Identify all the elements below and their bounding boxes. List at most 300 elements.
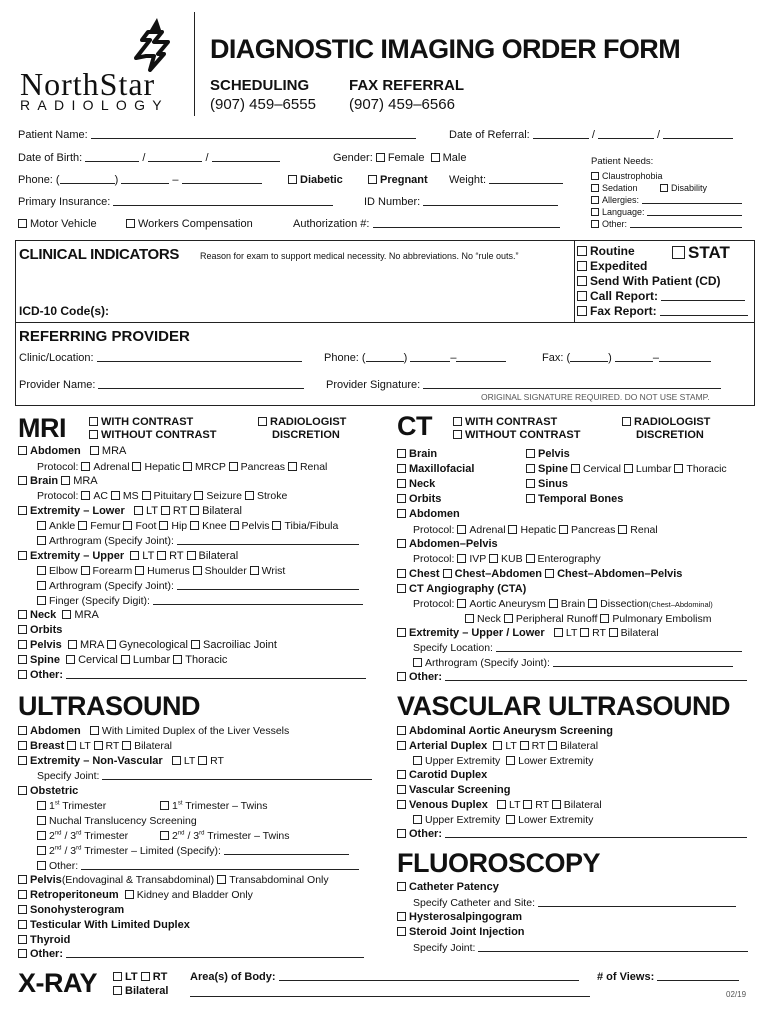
mri-discretion-label: DISCRETION xyxy=(272,429,340,441)
icd10-label[interactable]: ICD-10 Code(s): xyxy=(19,304,110,318)
us-nuchal[interactable] xyxy=(37,815,197,827)
mri-shoulder-label: Shoulder xyxy=(204,565,247,577)
vasc-other-label: Other: xyxy=(409,828,442,840)
mri-femur-label: Femur xyxy=(90,520,121,532)
vasc-venous[interactable] xyxy=(397,799,602,812)
mri-knee-label: Knee xyxy=(202,520,227,532)
expedited-option[interactable] xyxy=(577,260,647,274)
ct-chest-abd-checkbox[interactable] xyxy=(443,569,452,578)
mri-knee-checkbox[interactable] xyxy=(190,521,199,530)
us-limited[interactable]: 2nd / 3rd Trimester – Limited (Specify): xyxy=(37,845,349,857)
provider-signature-field[interactable] xyxy=(326,379,721,392)
us-sonohysterogram[interactable] xyxy=(18,904,124,917)
mri-upper-rt-label: RT xyxy=(169,550,184,562)
stat-label: STAT xyxy=(688,243,730,262)
ct-renal-checkbox[interactable] xyxy=(618,525,627,534)
female-label: Female xyxy=(387,152,425,164)
northstar-star-logo-icon xyxy=(128,18,184,72)
fax-report-option[interactable] xyxy=(577,305,748,319)
us-breast[interactable] xyxy=(18,740,172,753)
mri-mrcp-checkbox[interactable] xyxy=(183,462,192,471)
needs-disability[interactable] xyxy=(660,183,707,193)
mri-lower-arthrogram[interactable] xyxy=(37,535,359,547)
vasc-art-bilateral-checkbox[interactable] xyxy=(548,741,557,750)
us-limited-t2-num: 2 xyxy=(49,845,55,857)
weight-field[interactable] xyxy=(449,174,563,187)
us-pelvis-label: Pelvis xyxy=(30,874,62,886)
mri-upper-rt-checkbox[interactable] xyxy=(157,551,166,560)
mri-pelvis-mra-checkbox[interactable] xyxy=(68,640,77,649)
fax-referral-label: FAX REFERRAL xyxy=(349,77,465,94)
ct-location-label: Specify Location: xyxy=(413,642,493,654)
needs-language[interactable] xyxy=(591,207,742,217)
needs-claustrophobia-label: Claustrophobia xyxy=(602,171,663,181)
scheduling-label: SCHEDULING xyxy=(210,77,310,94)
xray-rt-checkbox[interactable] xyxy=(141,972,150,981)
mri-pelvis-lower-checkbox[interactable] xyxy=(230,521,239,530)
vasc-art-bilateral-label: Bilateral xyxy=(560,740,599,752)
us-second-third-twins[interactable]: 2nd / 3rd Trimester – Twins xyxy=(160,830,290,842)
mri-radiologist-discretion[interactable] xyxy=(258,416,346,429)
mri-with-contrast-label: WITH CONTRAST xyxy=(101,416,194,428)
diabetic-label: Diabetic xyxy=(300,174,343,186)
mri-without-contrast[interactable] xyxy=(89,429,216,442)
fluoro-catheter[interactable] xyxy=(397,881,499,894)
ct-chest-checkbox[interactable] xyxy=(397,569,406,578)
vasc-art-rt-checkbox[interactable] xyxy=(520,741,529,750)
us-breast-label: Breast xyxy=(30,740,65,752)
us-thyroid[interactable] xyxy=(18,934,70,947)
insurance-field[interactable] xyxy=(18,196,333,209)
workers-comp-label: Workers Compensation xyxy=(138,218,253,230)
mri-brain[interactable] xyxy=(18,475,98,488)
patient-name-field[interactable] xyxy=(18,129,416,142)
fluoro-joint-field[interactable] xyxy=(413,942,748,954)
mri-shoulder-checkbox[interactable] xyxy=(193,566,202,575)
mri-adrenal-label: Adrenal xyxy=(93,461,130,473)
needs-other[interactable] xyxy=(591,219,742,229)
ct-neck[interactable] xyxy=(397,478,435,491)
fax-referral-phone: (907) 459–6566 xyxy=(349,96,455,113)
ct-radiologist-discretion[interactable] xyxy=(622,416,710,429)
diabetic-option[interactable] xyxy=(288,174,343,187)
mri-with-contrast[interactable] xyxy=(89,416,193,429)
ct-other-label: Other: xyxy=(409,671,442,683)
mri-femur-checkbox[interactable] xyxy=(78,521,87,530)
mri-ac-checkbox[interactable] xyxy=(81,491,90,500)
ultrasound-title: ULTRASOUND xyxy=(18,691,200,721)
phone-field[interactable]: Phone: ( ) – xyxy=(18,174,262,187)
vasc-art-lt-checkbox[interactable] xyxy=(493,741,502,750)
ct-with-contrast[interactable] xyxy=(453,416,557,429)
us-breast-bilateral-checkbox[interactable] xyxy=(122,741,131,750)
vasc-screening[interactable] xyxy=(397,784,511,797)
pregnant-label: Pregnant xyxy=(380,174,428,186)
mri-extremity-upper-label: Extremity – Upper xyxy=(30,550,125,562)
us-extremity[interactable] xyxy=(18,755,224,768)
ct-pancreas-checkbox[interactable] xyxy=(559,525,568,534)
protocol-label: Protocol: xyxy=(413,598,455,610)
dob-field[interactable]: Date of Birth: / / xyxy=(18,152,280,165)
vasc-arterial[interactable] xyxy=(397,740,598,753)
mri-upper-lt-checkbox[interactable] xyxy=(130,551,139,560)
mri-ankle-label: Ankle xyxy=(49,520,76,532)
us-obstetric[interactable] xyxy=(18,785,78,798)
ct-cta-protocol xyxy=(413,598,713,610)
signature-note: ORIGINAL SIGNATURE REQUIRED. DO NOT USE STAMP. xyxy=(481,392,710,402)
ct-abdomen-pelvis[interactable] xyxy=(397,538,498,551)
us-other[interactable] xyxy=(18,948,364,961)
us-t2-twins-sup: nd xyxy=(177,830,185,837)
mri-brain-mra-checkbox[interactable] xyxy=(61,476,70,485)
mri-seizure-checkbox[interactable] xyxy=(194,491,203,500)
workers-comp-option[interactable] xyxy=(126,218,253,231)
ct-pe-checkbox[interactable] xyxy=(600,614,609,623)
us-kidney-checkbox[interactable] xyxy=(125,890,134,899)
ct-runoff-checkbox[interactable] xyxy=(504,614,513,623)
mri-hepatic-checkbox[interactable] xyxy=(132,462,141,471)
us-limited-t3-num: 3 xyxy=(70,845,77,857)
ct-cta-brain-checkbox[interactable] xyxy=(549,599,558,608)
ct-chest-label: Chest xyxy=(409,568,440,580)
ct-pancreas-label: Pancreas xyxy=(571,524,616,536)
fluoro-catheter-site-label: Specify Catheter and Site: xyxy=(413,897,535,909)
mri-hip-label: Hip xyxy=(171,520,188,532)
us-retro-label: Retroperitoneum xyxy=(30,889,119,901)
vasc-other[interactable] xyxy=(397,828,747,841)
us-ob-other[interactable] xyxy=(37,860,359,872)
mri-neck-label: Neck xyxy=(30,609,57,621)
mri-wrist-checkbox[interactable] xyxy=(250,566,259,575)
mri-lower-bilateral-label: Bilateral xyxy=(202,505,242,517)
ct-brain[interactable] xyxy=(397,448,437,461)
ct-arthrogram-label: Arthrogram (Specify Joint): xyxy=(425,657,550,669)
ct-ivp-checkbox[interactable] xyxy=(457,554,466,563)
mri-lower-bilateral-checkbox[interactable] xyxy=(190,506,199,515)
ct-extremity[interactable] xyxy=(397,627,659,640)
ct-lt-label: LT xyxy=(565,627,578,639)
mri-orbits[interactable] xyxy=(18,624,62,637)
ct-bilateral-checkbox[interactable] xyxy=(609,628,618,637)
vasc-ven-bilateral-checkbox[interactable] xyxy=(552,800,561,809)
diabetic-checkbox[interactable] xyxy=(288,175,297,184)
mri-forearm-checkbox[interactable] xyxy=(81,566,90,575)
ct-arthrogram[interactable] xyxy=(413,657,733,669)
logo-subtitle: RADIOLOGY xyxy=(20,97,169,113)
ct-thoracic-checkbox[interactable] xyxy=(674,464,683,473)
mri-forearm-label: Forearm xyxy=(92,565,133,577)
us-pelvis[interactable] xyxy=(18,874,329,887)
mri-renal-checkbox[interactable] xyxy=(288,462,297,471)
mri-upper-parts xyxy=(37,565,285,577)
ct-kub-checkbox[interactable] xyxy=(489,554,498,563)
fluoroscopy-title: FLUOROSCOPY xyxy=(397,848,601,878)
workers-comp-checkbox[interactable] xyxy=(126,219,135,228)
ct-other[interactable] xyxy=(397,671,747,684)
vasc-ven-lt-label: LT xyxy=(509,799,521,811)
vasc-art-upper-checkbox[interactable] xyxy=(413,756,422,765)
mri-lower-parts xyxy=(37,520,338,532)
dob-label: Date of Birth: xyxy=(18,152,83,164)
us-second-third-trimester[interactable]: 2nd / 3rd Trimester xyxy=(37,830,128,842)
mri-brain-label: Brain xyxy=(30,475,59,487)
vasc-carotid[interactable] xyxy=(397,769,487,782)
mri-adrenal-checkbox[interactable] xyxy=(81,462,90,471)
ct-adrenal-checkbox[interactable] xyxy=(457,525,466,534)
mri-seizure-label: Seizure xyxy=(206,490,243,502)
us-ext-lt-checkbox[interactable] xyxy=(172,756,181,765)
send-with-patient-option[interactable] xyxy=(577,275,721,289)
ct-brain-label: Brain xyxy=(409,448,438,460)
stat-option[interactable] xyxy=(672,243,730,263)
mri-spine[interactable] xyxy=(18,654,227,667)
ct-abd-pelvis-protocol xyxy=(413,553,601,565)
ct-chest-abd-pelvis-label: Chest–Abdomen–Pelvis xyxy=(557,568,683,580)
mri-foot-label: Foot xyxy=(135,520,157,532)
xray-lt-checkbox[interactable] xyxy=(113,972,122,981)
fax-report-label: Fax Report: xyxy=(590,304,657,318)
vasc-ven-lower-label: Lower Extremity xyxy=(518,814,594,826)
vasc-aortic-label: Abdominal Aortic Aneurysm Screening xyxy=(409,725,613,737)
gender-field xyxy=(333,152,466,165)
mri-lumbar-label: Lumbar xyxy=(132,654,171,666)
us-ext-rt-checkbox[interactable] xyxy=(198,756,207,765)
vasc-carotid-label: Carotid Duplex xyxy=(409,769,488,781)
mri-gyn-label: Gynecological xyxy=(118,639,188,651)
xray-bilateral[interactable] xyxy=(113,985,168,998)
us-abdomen[interactable] xyxy=(18,725,289,738)
fluoro-catheter-site[interactable] xyxy=(413,897,736,909)
clinical-indicators-title: CLINICAL INDICATORS xyxy=(19,246,180,263)
mri-extremity-lower[interactable] xyxy=(18,505,242,518)
clinic-location-field[interactable] xyxy=(19,352,302,365)
us-obstetric-label: Obstetric xyxy=(30,785,79,797)
mri-elbow-checkbox[interactable] xyxy=(37,566,46,575)
send-with-patient-label: Send With Patient (CD) xyxy=(590,274,721,288)
mri-upper-arthrogram[interactable] xyxy=(37,580,359,592)
mri-pelvis[interactable] xyxy=(18,639,277,652)
ct-dissection-checkbox[interactable] xyxy=(588,599,597,608)
ct-sinus[interactable] xyxy=(526,478,568,491)
ct-rt-checkbox[interactable] xyxy=(580,628,589,637)
mri-lumbar-checkbox[interactable] xyxy=(121,655,130,664)
mri-tibia-checkbox[interactable] xyxy=(272,521,281,530)
ct-location-field[interactable] xyxy=(413,642,742,654)
mri-spine-label: Spine xyxy=(30,654,60,666)
referral-date-field[interactable]: Date of Referral: / / xyxy=(449,129,733,142)
ct-chest-row xyxy=(397,568,682,581)
mri-other-label: Other: xyxy=(30,669,63,681)
ct-aortic-checkbox[interactable] xyxy=(457,599,466,608)
ct-maxillofacial[interactable] xyxy=(397,463,474,476)
us-breast-rt-checkbox[interactable] xyxy=(94,741,103,750)
ct-cervical-checkbox[interactable] xyxy=(571,464,580,473)
motor-vehicle-option[interactable] xyxy=(18,218,97,231)
vasc-art-upper-label: Upper Extremity xyxy=(425,755,501,767)
ct-abdomen-label: Abdomen xyxy=(409,508,460,520)
ct-chest-abd-pelvis-checkbox[interactable] xyxy=(545,569,554,578)
mri-lower-lt-checkbox[interactable] xyxy=(134,506,143,515)
ct-temporal-bones-label: Temporal Bones xyxy=(538,493,624,505)
header-divider xyxy=(194,12,195,116)
call-report-option[interactable] xyxy=(577,290,745,304)
provider-phone-field[interactable]: Phone: ( ) – xyxy=(324,352,506,365)
ct-pelvis[interactable] xyxy=(526,448,570,461)
us-transabd-checkbox[interactable] xyxy=(217,875,226,884)
us-joint-field[interactable] xyxy=(37,770,372,782)
ct-chest-abd-label: Chest–Abdomen xyxy=(454,568,543,580)
mri-neck-mra-checkbox[interactable] xyxy=(62,610,71,619)
mri-other[interactable] xyxy=(18,669,366,682)
vasc-art-lower-label: Lower Extremity xyxy=(518,755,594,767)
ct-dissection-note: (Chest–Abdominal) xyxy=(648,600,713,609)
xray-views-field[interactable] xyxy=(597,971,739,984)
ct-without-contrast-label: WITHOUT CONTRAST xyxy=(465,429,581,441)
routine-option[interactable] xyxy=(577,245,635,259)
us-first-trimester-twins[interactable] xyxy=(160,800,268,812)
provider-fax-field[interactable]: Fax: ( ) – xyxy=(542,352,711,365)
mri-pancreas-checkbox[interactable] xyxy=(229,462,238,471)
ct-abdomen[interactable] xyxy=(397,508,460,521)
ct-lt-checkbox[interactable] xyxy=(554,628,563,637)
logo-name: NorthStar xyxy=(20,66,156,102)
xray-areas-label: Area(s) of Body: xyxy=(190,971,276,983)
mri-ms-checkbox[interactable] xyxy=(111,491,120,500)
mri-sacro-checkbox[interactable] xyxy=(191,640,200,649)
ct-cta-neck-checkbox[interactable] xyxy=(465,614,474,623)
vasc-ven-rt-label: RT xyxy=(535,799,549,811)
vasc-ven-bilateral-label: Bilateral xyxy=(563,799,602,811)
vasc-ven-upper-checkbox[interactable] xyxy=(413,815,422,824)
ct-renal-label: Renal xyxy=(630,524,658,536)
scheduling-phone: (907) 459–6555 xyxy=(210,96,316,113)
needs-allergies[interactable] xyxy=(591,195,742,205)
us-t3-twins-num: 3 xyxy=(193,830,200,842)
protocol-label: Protocol: xyxy=(413,524,455,536)
male-checkbox[interactable] xyxy=(431,153,440,162)
ct-angiography-label: CT Angiography (CTA) xyxy=(409,583,527,595)
mri-pelvis-label: Pelvis xyxy=(30,639,62,651)
us-t23-twins-label: Trimester – Twins xyxy=(207,830,290,842)
vasc-ven-lower-checkbox[interactable] xyxy=(506,815,515,824)
vasc-ven-upper-label: Upper Extremity xyxy=(425,814,501,826)
us-t3-num: 3 xyxy=(70,830,77,842)
mri-upper-bilateral-label: Bilateral xyxy=(198,550,239,562)
us-liver-label: With Limited Duplex of the Liver Vessels xyxy=(101,725,290,737)
ct-runoff-label: Peripheral Runoff xyxy=(515,613,598,625)
ct-temporal-bones[interactable] xyxy=(526,493,623,506)
mri-finger[interactable] xyxy=(37,595,363,607)
mri-cervical-checkbox[interactable] xyxy=(66,655,75,664)
provider-name-field[interactable] xyxy=(19,379,304,392)
vasc-aortic[interactable] xyxy=(397,725,613,738)
needs-claustrophobia[interactable] xyxy=(591,171,663,181)
ct-hepatic-checkbox[interactable] xyxy=(508,525,517,534)
ct-lumbar-checkbox[interactable] xyxy=(624,464,633,473)
us-abdomen-label: Abdomen xyxy=(30,725,81,737)
mri-foot-checkbox[interactable] xyxy=(123,521,132,530)
id-number-field[interactable] xyxy=(364,196,558,209)
mri-stroke-checkbox[interactable] xyxy=(245,491,254,500)
mri-lower-arthrogram-label: Arthrogram (Specify Joint): xyxy=(49,535,174,547)
vasc-art-lower-checkbox[interactable] xyxy=(506,756,515,765)
mri-extremity-upper[interactable] xyxy=(18,550,238,563)
mri-humerus-checkbox[interactable] xyxy=(135,566,144,575)
ct-entero-checkbox[interactable] xyxy=(526,554,535,563)
pregnant-option[interactable] xyxy=(368,174,428,187)
us-t2-sup: nd xyxy=(54,830,62,837)
ct-discretion-label: DISCRETION xyxy=(636,429,704,441)
weight-label: Weight: xyxy=(449,174,487,186)
us-liver-checkbox[interactable] xyxy=(90,726,99,735)
mri-upper-bilateral-checkbox[interactable] xyxy=(187,551,196,560)
mri-pituitary-checkbox[interactable] xyxy=(142,491,151,500)
mri-lower-rt-checkbox[interactable] xyxy=(161,506,170,515)
motor-vehicle-checkbox[interactable] xyxy=(18,219,27,228)
ct-cervical-label: Cervical xyxy=(583,463,621,475)
us-breast-bilateral-label: Bilateral xyxy=(134,740,173,752)
ct-spine[interactable] xyxy=(526,463,727,476)
mri-elbow-label: Elbow xyxy=(49,565,78,577)
xray-areas-line2 xyxy=(190,996,590,997)
us-t23-label: Trimester xyxy=(84,830,129,842)
pregnant-checkbox[interactable] xyxy=(368,175,377,184)
protocol-label: Protocol: xyxy=(37,490,79,502)
insurance-label: Primary Insurance: xyxy=(18,196,111,208)
authorization-field[interactable] xyxy=(293,218,560,231)
fluoro-hysterosalpingogram[interactable] xyxy=(397,911,522,924)
motor-vehicle-label: Motor Vehicle xyxy=(30,218,97,230)
vasc-art-lt-label: LT xyxy=(505,740,517,752)
mri-gyn-checkbox[interactable] xyxy=(107,640,116,649)
vasc-ven-lt-checkbox[interactable] xyxy=(497,800,506,809)
ct-adrenal-label: Adrenal xyxy=(469,524,506,536)
mri-ankle-checkbox[interactable] xyxy=(37,521,46,530)
ct-orbits-label: Orbits xyxy=(409,493,442,505)
us-nuchal-label: Nuchal Translucency Screening xyxy=(49,815,197,827)
fluoro-steroid[interactable] xyxy=(397,926,525,939)
vasc-ven-rt-checkbox[interactable] xyxy=(523,800,532,809)
mri-abdomen[interactable] xyxy=(18,445,126,458)
mri-neck[interactable] xyxy=(18,609,99,622)
mri-thoracic-checkbox[interactable] xyxy=(173,655,182,664)
vascular-ultrasound-title: VASCULAR ULTRASOUND xyxy=(397,691,730,721)
xray-areas-field[interactable] xyxy=(190,971,579,984)
ct-orbits[interactable] xyxy=(397,493,441,506)
provider-signature-label: Provider Signature: xyxy=(326,379,421,391)
ct-without-contrast[interactable] xyxy=(453,429,580,442)
needs-sedation[interactable] xyxy=(591,183,638,193)
us-limited-label: Trimester – Limited (Specify): xyxy=(84,845,221,857)
female-checkbox[interactable] xyxy=(376,153,385,162)
ct-with-contrast-label: WITH CONTRAST xyxy=(465,416,558,428)
us-breast-lt-checkbox[interactable] xyxy=(67,741,76,750)
us-first-trimester[interactable] xyxy=(37,800,106,812)
us-limited-t3-sup: rd xyxy=(76,845,82,852)
us-retroperitoneum[interactable] xyxy=(18,889,253,902)
needs-sedation-label: Sedation xyxy=(602,183,638,193)
xray-lt-rt xyxy=(113,971,167,984)
ct-extremity-label: Extremity – Upper / Lower xyxy=(409,627,545,639)
ct-angiography[interactable] xyxy=(397,583,526,596)
mri-abdomen-mra-checkbox[interactable] xyxy=(90,446,99,455)
mri-hip-checkbox[interactable] xyxy=(159,521,168,530)
mri-renal-label: Renal xyxy=(299,461,328,473)
vasc-venous-label: Venous Duplex xyxy=(409,799,488,811)
us-testicular[interactable] xyxy=(18,919,190,932)
referring-provider-title: REFERRING PROVIDER xyxy=(19,328,190,345)
mri-pancreas-label: Pancreas xyxy=(240,461,286,473)
